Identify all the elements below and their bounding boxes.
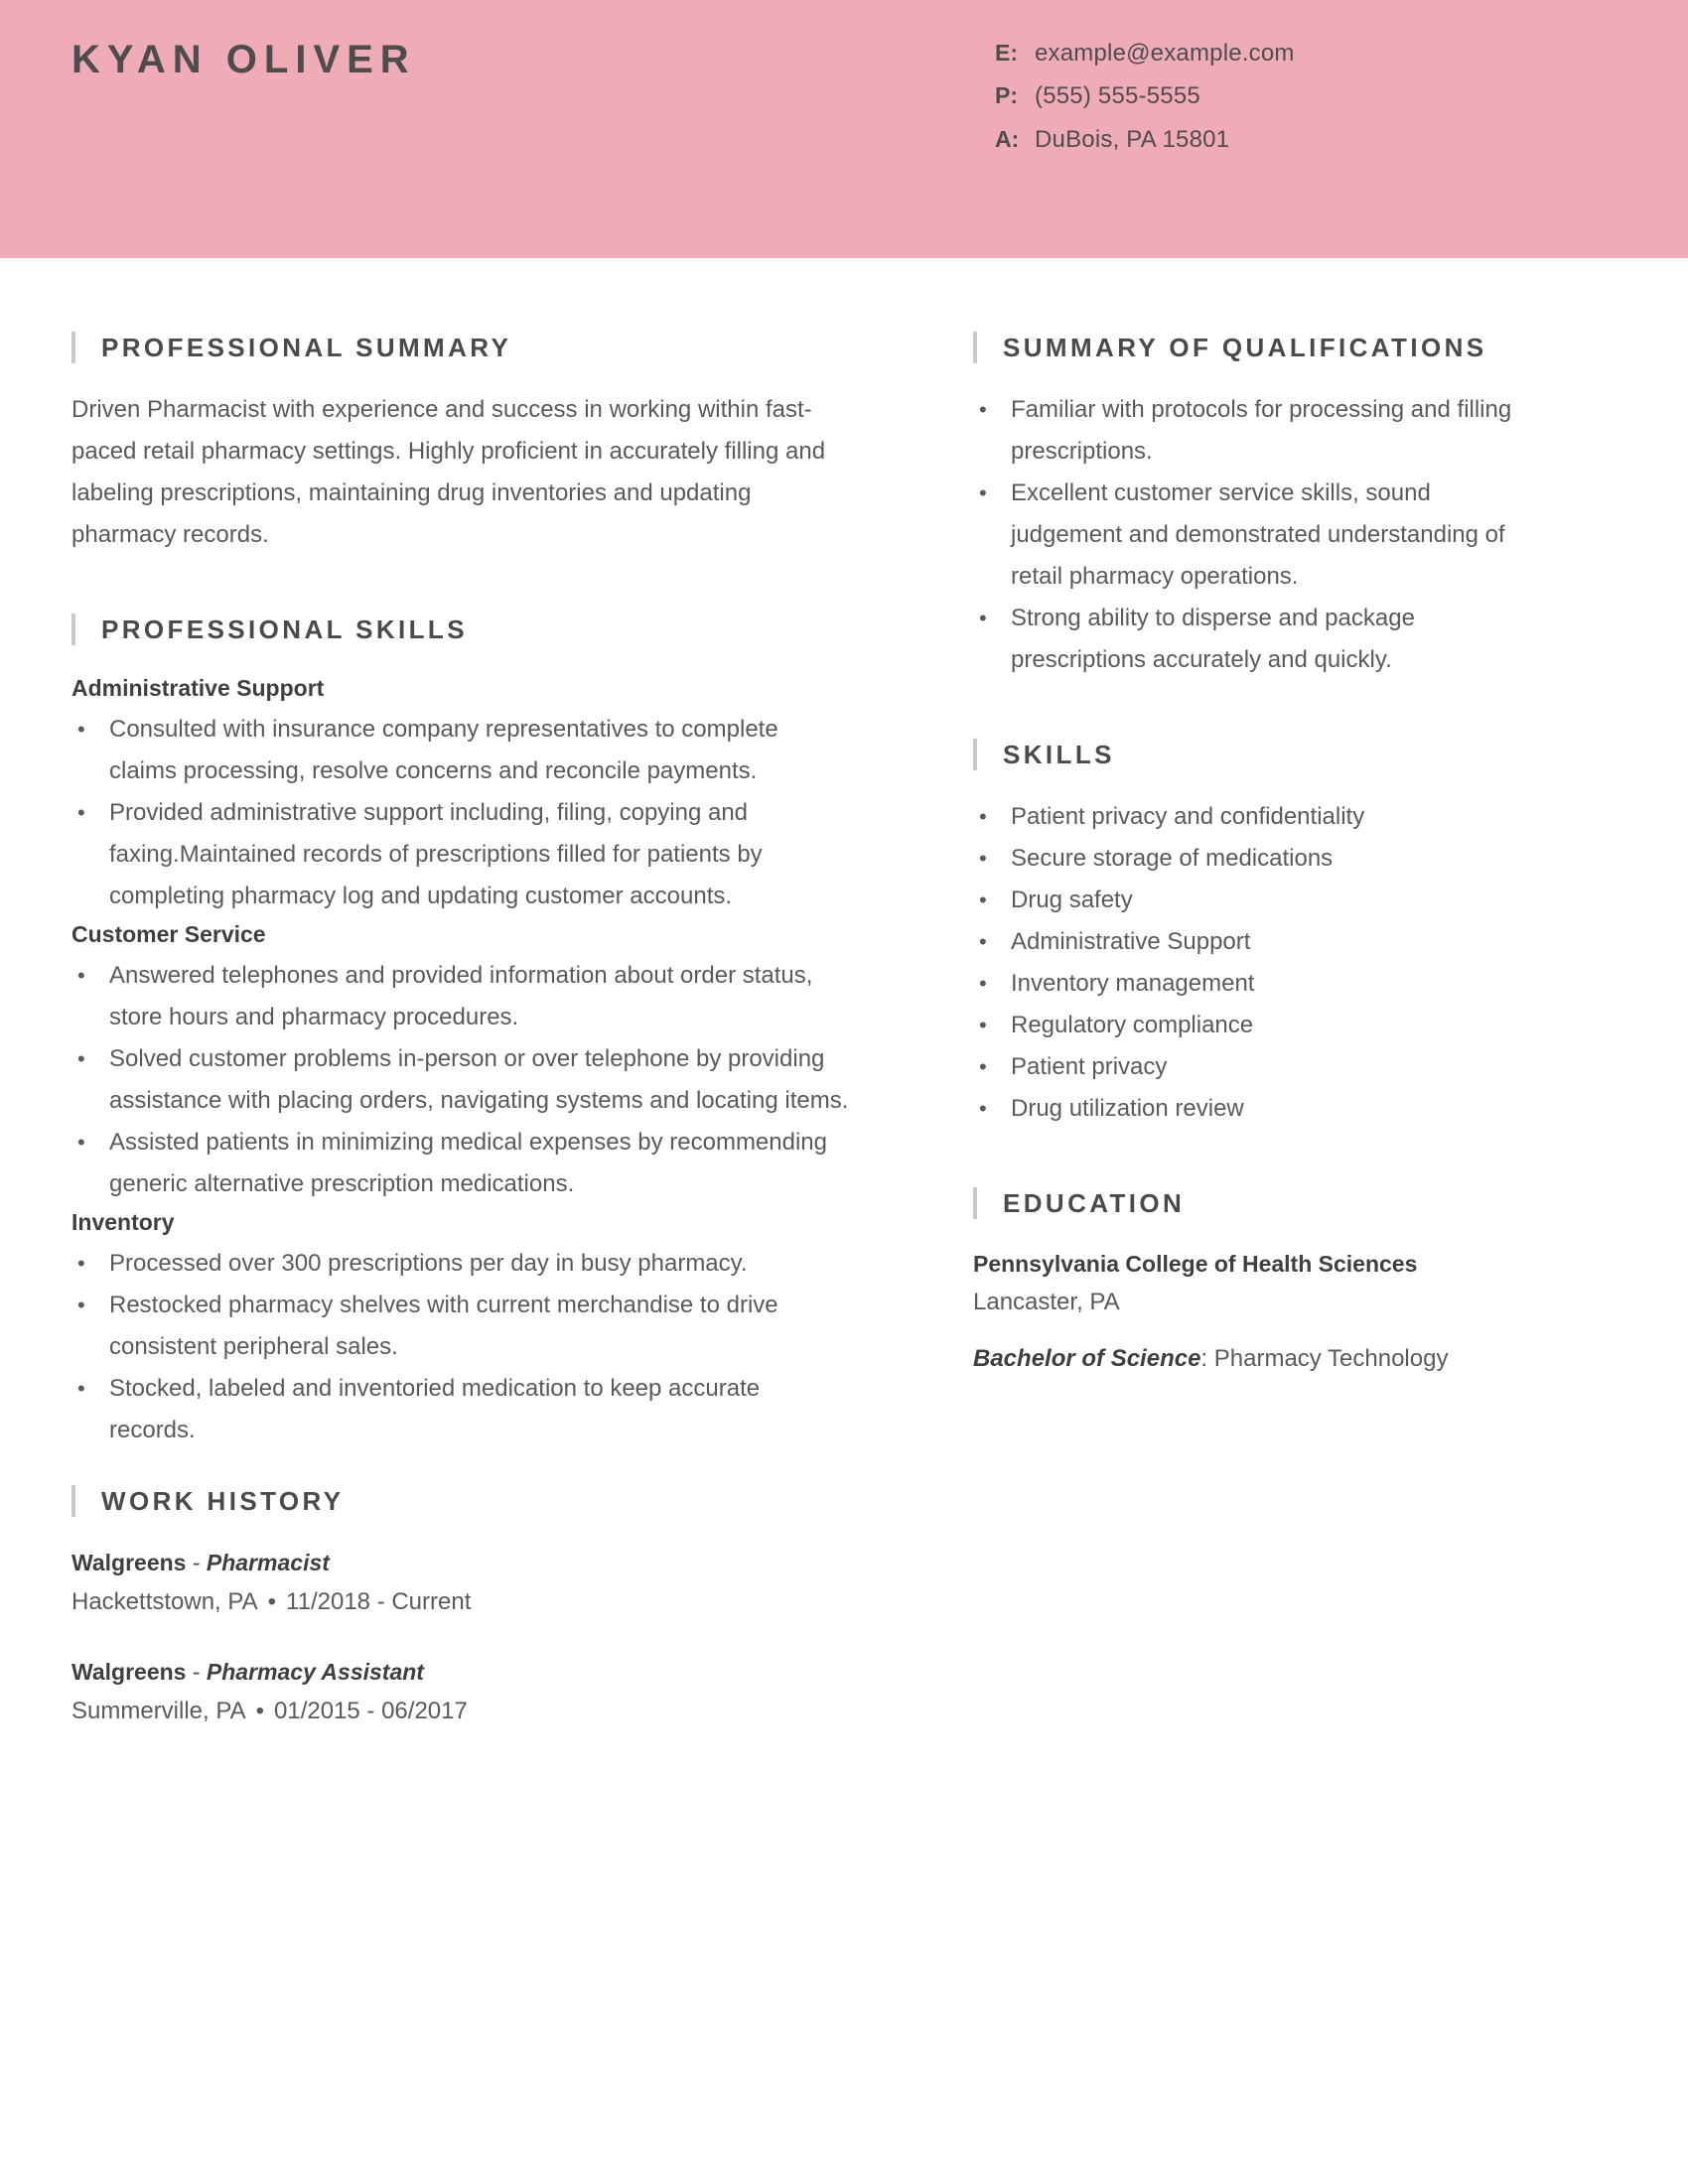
list-item <box>973 389 1541 473</box>
list-item-text: Regulatory compliance <box>1011 1012 1254 1038</box>
job-location: Summerville, PA <box>71 1698 246 1724</box>
bullet-icon: • <box>77 1293 85 1317</box>
spacer <box>973 681 1541 739</box>
job-employer: Walgreens <box>71 1550 187 1575</box>
list-item-text: Patient privacy and confidentiality <box>1011 803 1365 830</box>
list-item <box>973 963 1541 1005</box>
list-item-text: Consulted with insurance company representatives to complete claims processing, resolve concerns and reconcile payments. <box>109 716 778 784</box>
list-item <box>973 1088 1541 1130</box>
bullet-icon: • <box>979 929 987 954</box>
bullet-icon: • <box>979 1013 987 1037</box>
section-work-history <box>71 1451 1617 1731</box>
job-location: Hackettstown, PA <box>71 1588 258 1615</box>
list-item-text: Inventory management <box>1011 970 1255 997</box>
left-column <box>71 332 925 1451</box>
job-dates: 11/2018 - Current <box>286 1588 472 1615</box>
section-title: EDUCATION <box>1003 1187 1186 1218</box>
list-item <box>71 1368 850 1451</box>
list-item-text: Restocked pharmacy shelves with current merchandise to drive consistent peripheral sales. <box>109 1292 778 1360</box>
header-inner <box>0 0 1688 258</box>
phone-label: P: <box>995 82 1018 109</box>
bullet-icon: • <box>77 1046 85 1071</box>
section-title: SKILLS <box>1003 739 1115 769</box>
section-title: PROFESSIONAL SUMMARY <box>101 332 512 362</box>
phone-value[interactable]: (555) 555-5555 <box>1035 82 1200 110</box>
work-history-entry <box>71 1543 1617 1622</box>
bullet-icon: • <box>77 1376 85 1401</box>
job-separator-icon: • <box>255 1698 264 1724</box>
section-accent-bar-icon <box>973 739 977 770</box>
bullet-icon: • <box>77 717 85 742</box>
list-item-text: Processed over 300 prescriptions per day in busy pharmacy. <box>109 1250 748 1277</box>
resume-header <box>0 0 1688 258</box>
bullet-icon: • <box>77 963 85 988</box>
contact-row-address <box>995 124 1295 156</box>
list-item <box>973 473 1541 598</box>
bullet-icon: • <box>979 480 987 505</box>
list-item-text: Assisted patients in minimizing medical expenses by recommending generic alternative prescription medications. <box>109 1129 827 1197</box>
section-heading-education <box>973 1187 1541 1219</box>
job-title-line <box>71 1543 1617 1582</box>
list-item <box>71 955 850 1038</box>
education-field: Pharmacy Technology <box>1213 1345 1449 1372</box>
professional-summary-text: Driven Pharmacist with experience and success in working within fast-paced retail pharmacy settings. Highly proficient in accurately filling and labeling prescriptions, maintaining drug inventories and updating pharmacy records. <box>71 396 826 548</box>
section-skills <box>973 739 1541 1130</box>
skill-group-administrative-support <box>71 671 850 917</box>
job-dash: - <box>186 1550 207 1575</box>
list-item-text: Drug utilization review <box>1011 1095 1244 1122</box>
contact-row-email <box>995 38 1295 69</box>
list-item-text: Answered telephones and provided information about order status, store hours and pharmacy procedures. <box>109 962 813 1030</box>
list-item <box>973 838 1541 880</box>
bullet-icon: • <box>979 397 987 422</box>
section-professional-summary <box>71 332 850 556</box>
job-meta-line <box>71 1692 1617 1731</box>
list-item-text: Provided administrative support including, filing, copying and faxing.Maintained records of prescriptions filled for patients by completing pharmacy log and updating customer accounts. <box>109 799 763 909</box>
section-title: WORK HISTORY <box>101 1485 345 1516</box>
section-professional-skills <box>71 614 850 1451</box>
skill-group-bullet-list <box>71 955 850 1205</box>
resume-body <box>0 258 1688 1731</box>
skill-group-bullet-list <box>71 1243 850 1451</box>
list-item-text: Patient privacy <box>1011 1053 1168 1080</box>
contact-info-block <box>995 38 1295 167</box>
section-education <box>973 1187 1541 1378</box>
section-heading-skills <box>973 739 1541 770</box>
bullet-icon: • <box>979 1054 987 1079</box>
contact-row-phone <box>995 80 1295 112</box>
education-location: Lancaster, PA <box>973 1289 1120 1315</box>
bullet-icon: • <box>979 606 987 630</box>
list-item-text: Familiar with protocols for processing and filling prescriptions. <box>1011 396 1512 465</box>
skill-group-customer-service <box>71 917 850 1205</box>
work-history-entry <box>71 1652 1617 1731</box>
list-item <box>973 880 1541 921</box>
list-item <box>973 921 1541 963</box>
education-degree: Bachelor of Science <box>973 1345 1201 1372</box>
section-accent-bar-icon <box>973 1187 977 1219</box>
job-dates: 01/2015 - 06/2017 <box>274 1698 468 1724</box>
section-accent-bar-icon <box>973 332 977 363</box>
bullet-icon: • <box>77 800 85 825</box>
candidate-name: KYAN OLIVER <box>71 38 416 81</box>
bullet-icon: • <box>979 846 987 871</box>
section-heading-summary-of-qualifications <box>973 332 1541 363</box>
list-item <box>71 1285 850 1368</box>
address-value: DuBois, PA 15801 <box>1035 125 1230 153</box>
section-title: SUMMARY OF QUALIFICATIONS <box>1003 332 1487 362</box>
list-item <box>973 598 1541 681</box>
skill-group-inventory <box>71 1205 850 1451</box>
bullet-icon: • <box>979 971 987 996</box>
job-title-line <box>71 1652 1617 1692</box>
qualifications-bullet-list <box>973 389 1541 681</box>
list-item <box>71 792 850 917</box>
job-dash: - <box>186 1659 207 1685</box>
job-role: Pharmacy Assistant <box>206 1659 424 1685</box>
list-item-text: Drug safety <box>1011 887 1133 913</box>
right-column <box>925 332 1541 1378</box>
job-separator-icon: • <box>267 1588 277 1615</box>
education-school: Pennsylvania College of Health Sciences <box>973 1251 1418 1277</box>
spacer <box>71 556 850 614</box>
list-item <box>71 1243 850 1285</box>
bullet-icon: • <box>77 1130 85 1155</box>
skill-group-bullet-list <box>71 709 850 917</box>
skill-group-title: Customer Service <box>71 921 266 947</box>
list-item <box>973 1005 1541 1046</box>
section-title: PROFESSIONAL SKILLS <box>101 614 468 644</box>
skill-group-title: Inventory <box>71 1209 175 1235</box>
bullet-icon: • <box>979 887 987 912</box>
bullet-icon: • <box>979 804 987 829</box>
spacer <box>973 1130 1541 1187</box>
job-role: Pharmacist <box>206 1550 330 1575</box>
list-item <box>973 1046 1541 1088</box>
list-item-text: Administrative Support <box>1011 928 1251 955</box>
section-summary-of-qualifications <box>973 332 1541 681</box>
section-accent-bar-icon <box>71 614 75 645</box>
section-heading-professional-skills <box>71 614 850 645</box>
list-item <box>71 709 850 792</box>
list-item-text: Secure storage of medications <box>1011 845 1334 872</box>
two-column-layout <box>71 258 1617 1451</box>
bullet-icon: • <box>77 1251 85 1276</box>
bullet-icon: • <box>979 1096 987 1121</box>
list-item-text: Stocked, labeled and inventoried medication to keep accurate records. <box>109 1375 761 1443</box>
section-heading-professional-summary <box>71 332 850 363</box>
section-accent-bar-icon <box>71 332 75 363</box>
section-accent-bar-icon <box>71 1485 75 1517</box>
skills-bullet-list <box>973 796 1541 1130</box>
list-item <box>71 1122 850 1205</box>
list-item <box>973 796 1541 838</box>
skill-group-title: Administrative Support <box>71 675 325 701</box>
education-degree-line <box>973 1340 1541 1378</box>
education-degree-separator: : <box>1200 1345 1214 1372</box>
list-item-text: Solved customer problems in-person or over telephone by providing assistance with placing orders, navigating systems and locating items. <box>109 1045 849 1114</box>
address-label: A: <box>995 125 1020 152</box>
email-label: E: <box>995 40 1018 66</box>
email-value[interactable]: example@example.com <box>1035 40 1295 67</box>
list-item-text: Strong ability to disperse and package prescriptions accurately and quickly. <box>1011 605 1415 673</box>
list-item-text: Excellent customer service skills, sound judgement and demonstrated understanding of retail pharmacy operations. <box>1011 479 1505 590</box>
job-meta-line <box>71 1582 1617 1622</box>
job-employer: Walgreens <box>71 1659 187 1685</box>
section-heading-work-history <box>71 1485 1617 1517</box>
list-item <box>71 1038 850 1122</box>
